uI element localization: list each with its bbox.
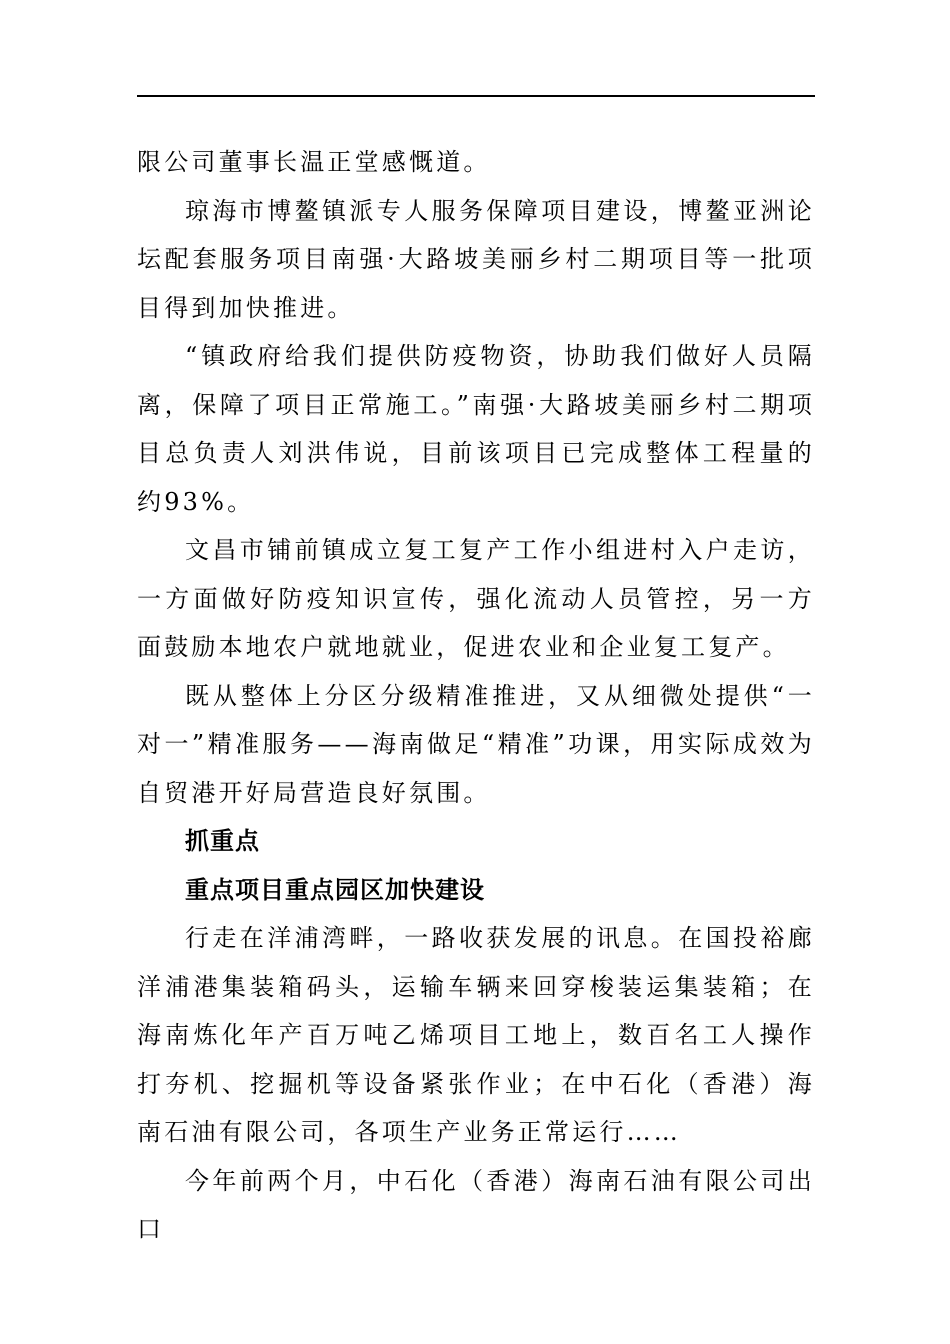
paragraph-continuation: 限公司董事长温正堂感慨道。	[137, 148, 491, 176]
paragraph-yangpu: 行走在洋浦湾畔，一路收获发展的讯息。在国投裕廊洋浦港集装箱码头，运输车辆来回穿梭装运集装箱；在海南炼化年产百万吨乙烯项目工地上，数百名工人操作打夯机、挖掘机等设备紧张作业；在中石化（香港）海南石油有限公司，各项生产业务正常运行……	[137, 924, 815, 1146]
document-body	[137, 138, 815, 1254]
paragraph-export: 今年前两个月，中石化（香港）海南石油有限公司出口	[137, 1166, 815, 1243]
section-subheading: 重点项目重点园区加快建设	[185, 875, 485, 904]
paragraph-boao: 琼海市博鳌镇派专人服务保障项目建设，博鳌亚洲论坛配套服务项目南强·大路坡美丽乡村二期项目等一批项目得到加快推进。	[137, 196, 815, 322]
header-rule	[137, 95, 815, 97]
section-heading: 抓重点	[185, 827, 260, 855]
paragraph-quote: “镇政府给我们提供防疫物资，协助我们做好人员隔离，保障了项目正常施工。”南强·大路坡美丽乡村二期项目总负责人刘洪伟说，目前该项目已完成整体工程量的约93%。	[137, 342, 815, 516]
paragraph-wenchang: 文昌市铺前镇成立复工复产工作小组进村入户走访，一方面做好防疫知识宣传，强化流动人员管控，另一方面鼓励本地农户就地就业，促进农业和企业复工复产。	[137, 536, 815, 661]
paragraph-summary: 既从整体上分区分级精准推进，又从细微处提供“一对一”精准服务——海南做足“精准”功课，用实际成效为自贸港开好局营造良好氛围。	[137, 681, 815, 807]
